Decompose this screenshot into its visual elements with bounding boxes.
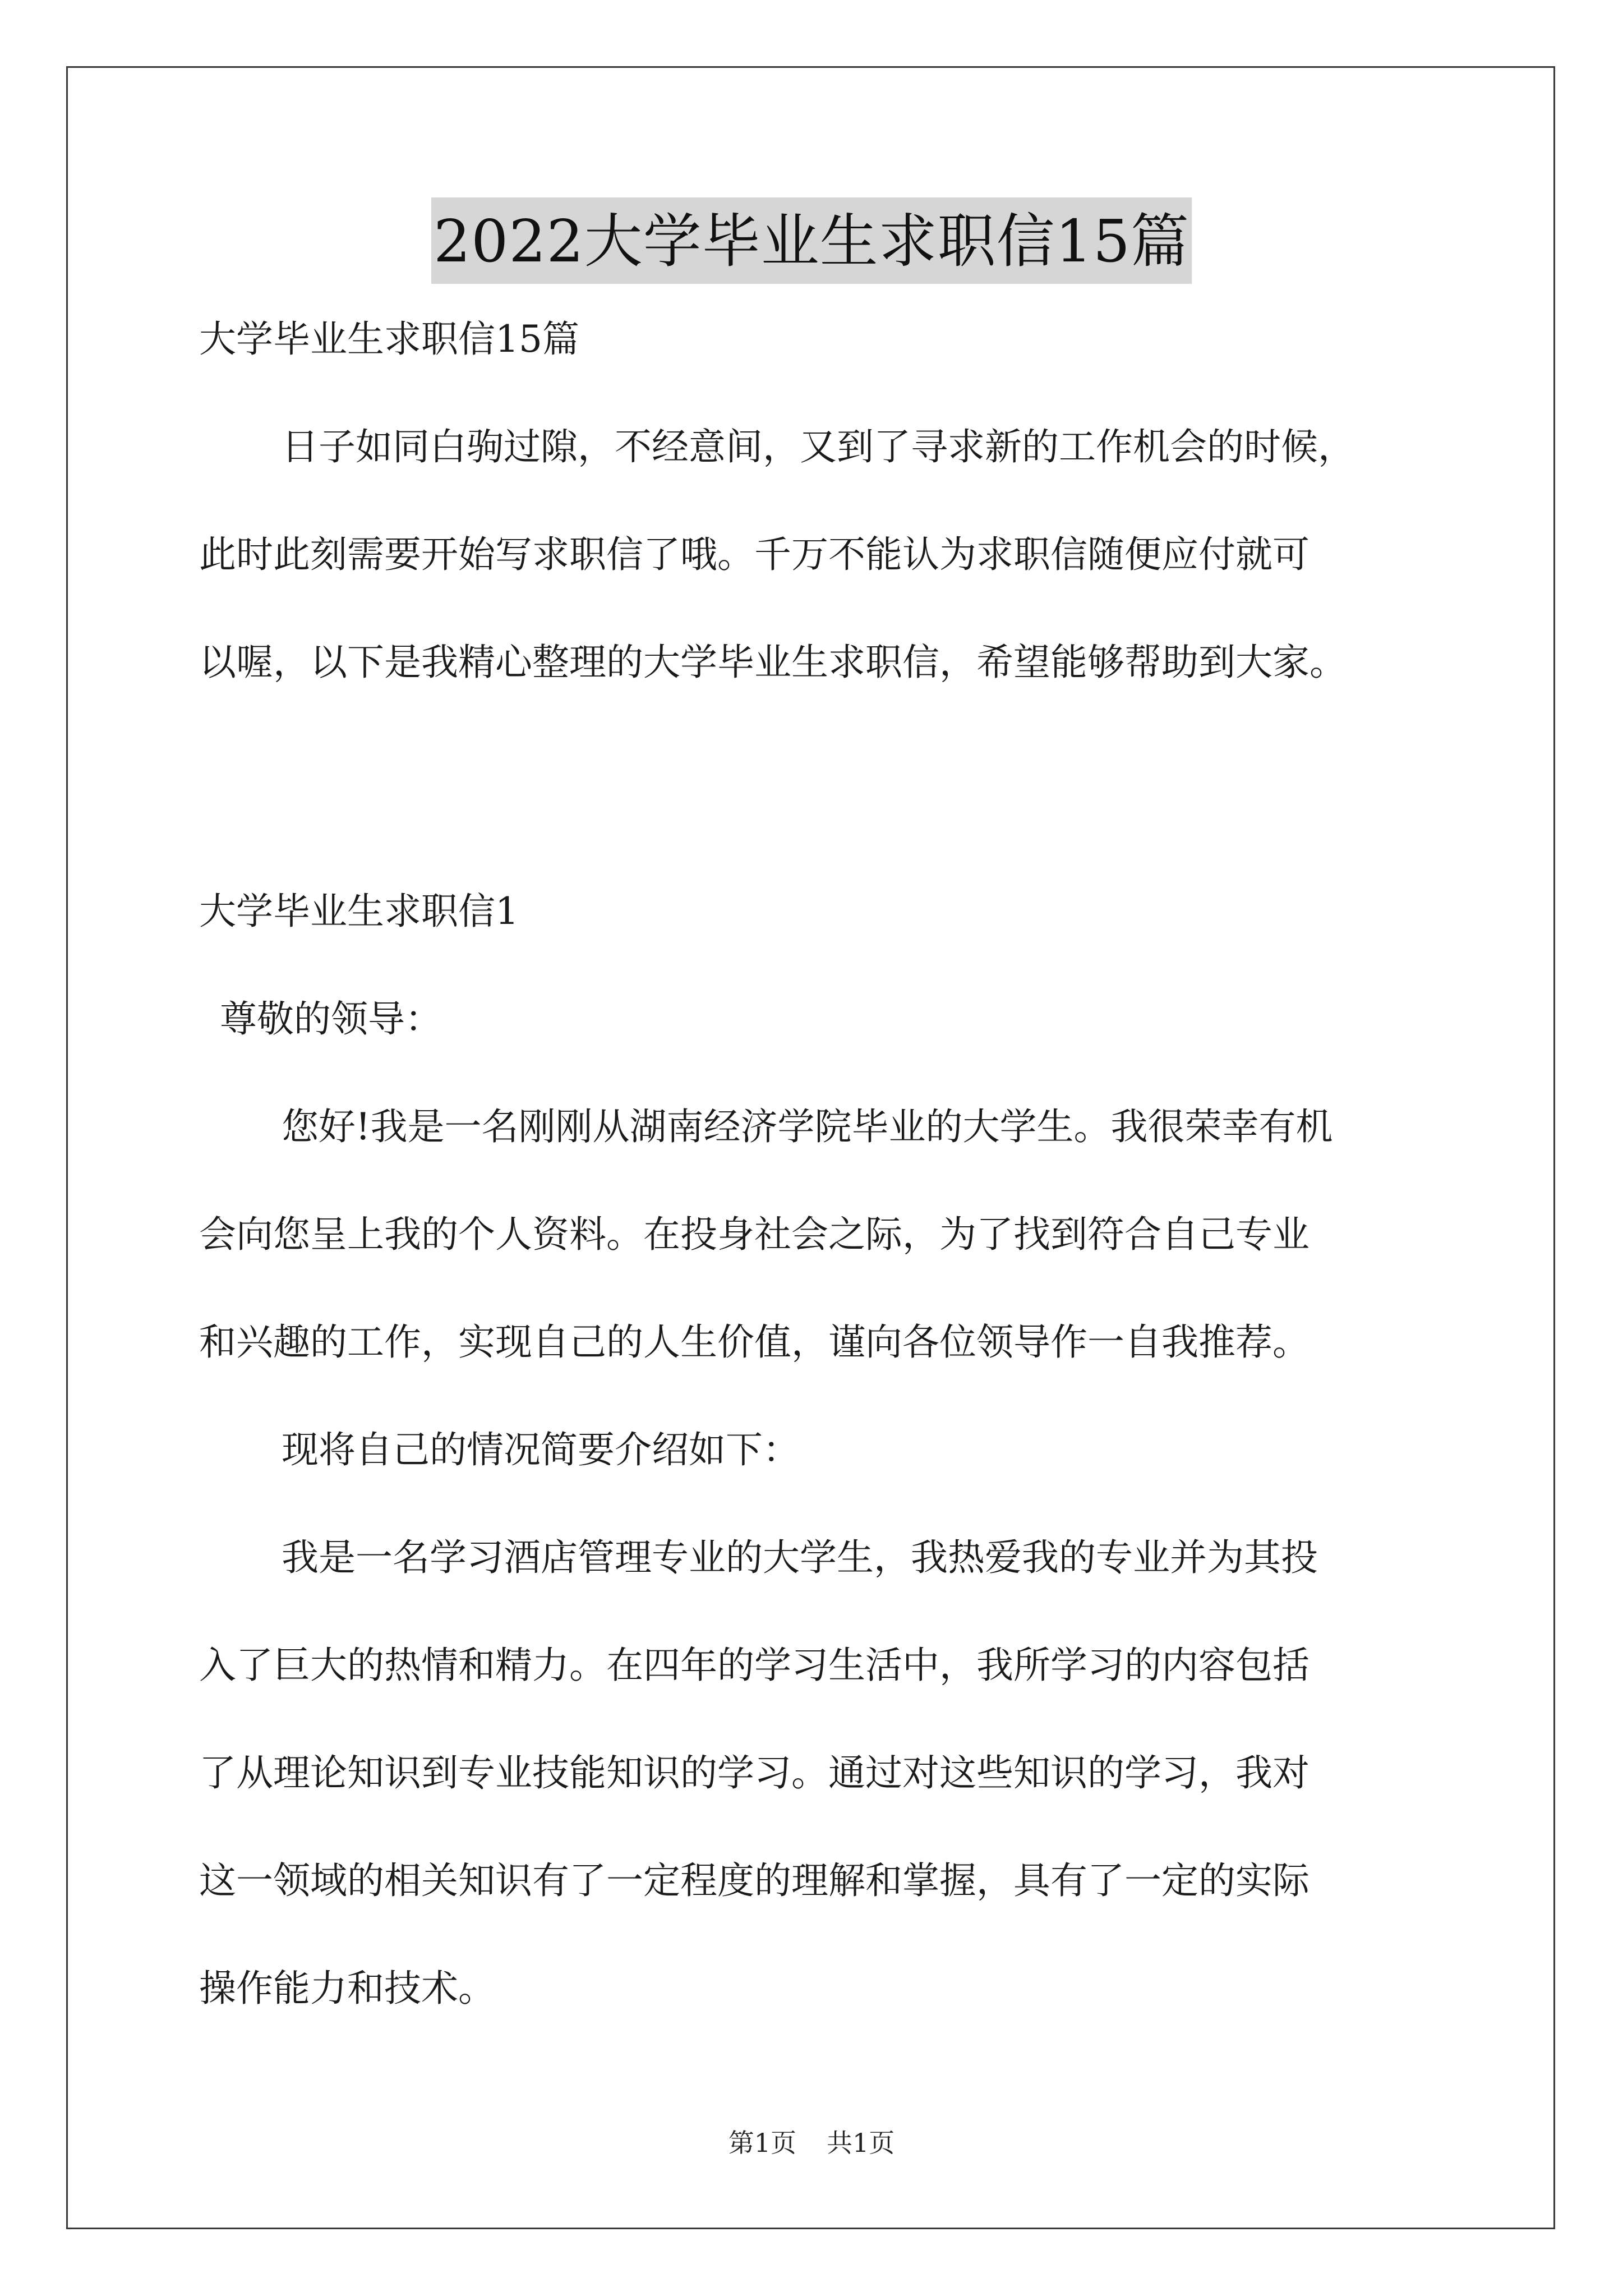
intro-line-1: 日子如同白驹过隙，不经意间，又到了寻求新的工作机会的时候， bbox=[282, 425, 1355, 468]
body-line-5: 我是一名学习酒店管理专业的大学生，我热爱我的专业并为其投 bbox=[282, 1536, 1318, 1579]
title-wrap bbox=[0, 197, 1623, 284]
salutation: 尊敬的领导： bbox=[220, 997, 442, 1041]
intro-line-3: 以喔，以下是我精心整理的大学毕业生求职信，希望能够帮助到大家。 bbox=[199, 641, 1347, 684]
document-subtitle: 大学毕业生求职信15篇 bbox=[199, 318, 579, 361]
body-line-3: 和兴趣的工作，实现自己的人生价值，谨向各位领导作一自我推荐。 bbox=[199, 1320, 1310, 1364]
body-line-8: 这一领域的相关知识有了一定程度的理解和掌握，具有了一定的实际 bbox=[199, 1859, 1310, 1902]
body-line-4: 现将自己的情况简要介绍如下： bbox=[282, 1428, 800, 1471]
body-line-6: 入了巨大的热情和精力。在四年的学习生活中，我所学习的内容包括 bbox=[199, 1644, 1310, 1687]
page-footer bbox=[0, 2126, 1623, 2160]
body-line-7: 了从理论知识到专业技能知识的学习。通过对这些知识的学习，我对 bbox=[199, 1751, 1310, 1795]
page-number: 第1页 bbox=[728, 2128, 796, 2158]
page-total: 共1页 bbox=[827, 2128, 895, 2158]
body-line-9: 操作能力和技术。 bbox=[199, 1967, 495, 2010]
intro-line-2: 此时此刻需要开始写求职信了哦。千万不能认为求职信随便应付就可 bbox=[199, 533, 1310, 576]
body-line-1: 您好!我是一名刚刚从湖南经济学院毕业的大学生。我很荣幸有机 bbox=[282, 1105, 1333, 1148]
document-title: 2022大学毕业生求职信15篇 bbox=[431, 197, 1192, 284]
body-line-2: 会向您呈上我的个人资料。在投身社会之际，为了找到符合自己专业 bbox=[199, 1213, 1310, 1256]
section-heading: 大学毕业生求职信1 bbox=[199, 890, 519, 933]
